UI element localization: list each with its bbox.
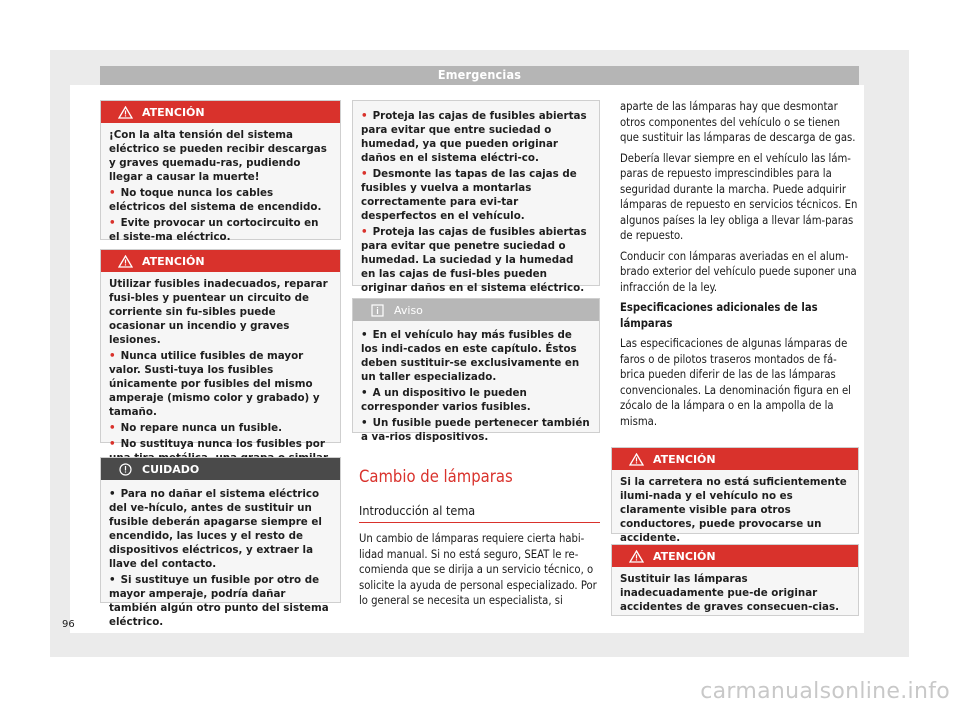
list-item: • En el vehículo hay más fusibles de los indi-cados en este capítulo. Éstos deben sustituir-se exclusivamente en un taller especializado. (361, 328, 591, 384)
watermark: carmanualsonline.info (700, 679, 950, 704)
list-item: • Si sustituye un fusible por otro de mayor amperaje, podría dañar también algún otro punto del sistema eléctrico. (109, 573, 332, 629)
warning-triangle-icon (117, 254, 133, 268)
section-rule (359, 522, 600, 523)
warning-text: ¡Con la alta tensión del sistema eléctrico se pueden recibir descargas y graves quemadu-ras, pudiendo llegar a causar la muerte! (109, 129, 327, 183)
warning-label: ATENCIÓN (653, 452, 716, 466)
warning-body (612, 567, 858, 623)
list-item: • A un dispositivo le pueden corresponder varios fusibles. (361, 386, 591, 414)
sub-title: Introducción al tema (359, 503, 476, 518)
chapter-title: Emergencias (437, 67, 522, 82)
paragraph: Las especificaciones de algunas lámparas de faros o de pilotos traseros montados de fá-brica pueden diferir de las de las lámparas convencionales. La denominación figura en el zócalo de la lámpara o en la ampolla de la misma. (620, 337, 851, 428)
caution-body (101, 480, 340, 636)
paragraph: aparte de las lámparas hay que desmontar otros componentes del vehículo o se tienen que sustituir las lámparas de descarga de gas. (620, 100, 856, 144)
warning-body (612, 470, 858, 554)
warning-text: Sustituir las lámparas inadecuadamente pue-de originar accidentes de graves consecuen-cias. (620, 573, 839, 613)
list-item: • Un fusible puede pertenecer también a va-rios dispositivos. (361, 416, 591, 444)
warning-box-continued (352, 100, 600, 294)
warning-triangle-icon (117, 105, 133, 119)
warning-header (612, 448, 858, 470)
notice-box (352, 298, 600, 443)
warning-box-fuses (100, 249, 341, 450)
warning-header (612, 545, 858, 567)
right-column-text (620, 99, 860, 434)
warning-box-visibility (611, 447, 859, 544)
warning-box-lamps (611, 544, 859, 616)
info-circle-icon (117, 462, 133, 476)
list-item: • Para no dañar el sistema eléctrico del ve-hículo, antes de sustituir un fusible deberán apagarse siempre el encendido, las luces y el resto de dispositivos eléctricos, y extraer la llave del contacto. (109, 487, 332, 571)
warning-header (101, 250, 340, 272)
list-item: • Proteja las cajas de fusibles abiertas para evitar que penetre suciedad o humedad. La suciedad y la humedad en las cajas de fusi-bles pueden originar daños en el sistema eléctrico. (361, 225, 591, 295)
list-item: • No sustituya nunca los fusibles por (109, 437, 332, 465)
warning-text: Si la carretera no está suficientemente ilumi-nada y el vehículo no es claramente visible para otros conductores, puede provocarse un accidente. (620, 476, 847, 544)
warning-label: ATENCIÓN (142, 254, 205, 268)
warning-body (101, 123, 340, 251)
list-item: • Desmonte las tapas de las cajas de fusibles y vuelva a montarlas correctamente para evi-tar desperfectos en el vehículo. (361, 167, 591, 223)
notice-label: Aviso (394, 303, 423, 317)
list-item: • Proteja las cajas de fusibles abiertas para evitar que entre suciedad o humedad, ya que pueden originar daños en el sistema eléctri-co. (361, 109, 591, 165)
warning-text: Utilizar fusibles inadecuados, reparar fusi-bles y puentear un circuito de corriente sin fu-sibles puede ocasionar un incendio y graves lesiones. (109, 278, 328, 346)
paragraph: Conducir con lámparas averiadas en el alum-brado exterior del vehículo puede suponer una infracción de la ley. (620, 249, 857, 294)
caution-box (100, 457, 341, 628)
intro-paragraph (359, 531, 604, 614)
paragraph: Debería llevar siempre en el vehículo las lám-paras de repuesto imprescindibles para la seguridad durante la marcha. Puede adquirir lámparas de repuesto en servicios técnicos. En algunos países la ley obliga a llevar lám-paras de repuesto. (620, 151, 858, 242)
page-number: 96 (62, 619, 75, 630)
info-square-icon (369, 303, 385, 317)
subheading: Especificaciones adicionales de las lámparas (620, 301, 818, 330)
warning-body (353, 101, 599, 302)
notice-header (353, 299, 599, 321)
caution-label: CUIDADO (142, 462, 200, 476)
warning-triangle-icon (628, 452, 644, 466)
list-item: • No repare nunca un fusible. (109, 421, 332, 435)
list-item: • No toque nunca los cables eléctricos del sistema de encendido. (109, 186, 332, 214)
warning-label: ATENCIÓN (142, 105, 205, 119)
warning-label: ATENCIÓN (653, 549, 716, 563)
caution-header (101, 458, 340, 480)
section-title: Cambio de lámparas (359, 467, 513, 486)
list-item: • Evite provocar un cortocircuito en el siste-ma eléctrico. (109, 216, 332, 244)
notice-body (353, 321, 599, 451)
chapter-header (100, 66, 859, 85)
warning-triangle-icon (628, 549, 644, 563)
warning-box-high-voltage (100, 100, 341, 243)
list-item: • Nunca utilice fusibles de mayor valor. Susti-tuya los fusibles únicamente por fusibles del mismo amperaje (mismo color y grabado) y tamaño. (109, 349, 332, 419)
warning-header (101, 101, 340, 123)
warning-body (101, 272, 340, 472)
paragraph: Un cambio de lámparas requiere cierta habi-lidad manual. Si no está seguro, SEAT le re-comienda que se dirija a un servicio técnico, o solicite la ayuda de personal especializado. Por lo general se necesita un especialista, si (359, 532, 597, 607)
